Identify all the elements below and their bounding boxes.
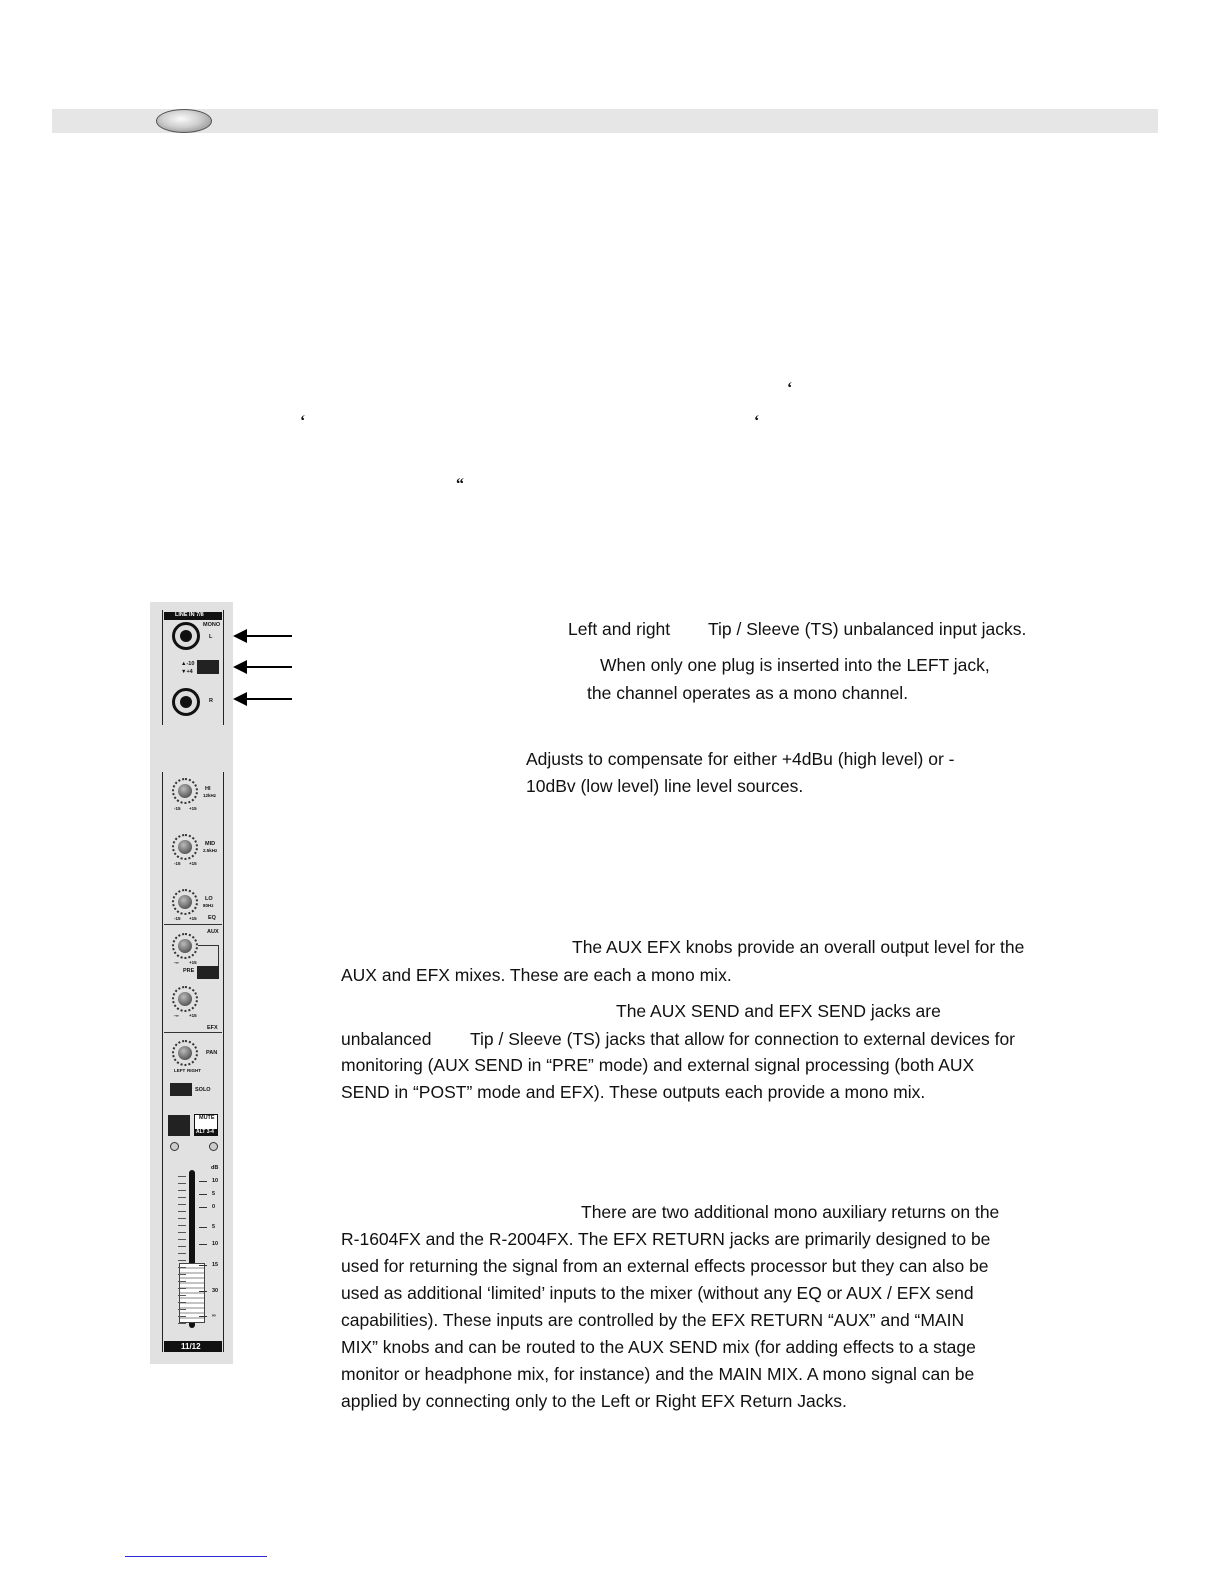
mono-text: When only one plug is inserted into the LEFT jack, bbox=[600, 655, 990, 675]
aux-label: AUX bbox=[207, 929, 219, 935]
scale-minor-tick bbox=[178, 1183, 186, 1184]
mute-button bbox=[168, 1115, 190, 1136]
arrow-left-icon bbox=[235, 698, 292, 700]
efx-range-low: -∞ bbox=[174, 1013, 179, 1018]
return-text: MIX” knobs and can be routed to the AUX SEND mix (for adding effects to a stage bbox=[341, 1337, 976, 1357]
eq-label: EQ bbox=[208, 915, 216, 921]
lo-freq-label: 80Hz bbox=[203, 903, 214, 908]
scale-label: ∞ bbox=[212, 1313, 216, 1319]
pan-right-label: RIGHT bbox=[187, 1068, 201, 1073]
mid-freq-label: 2.5kHz bbox=[203, 848, 218, 853]
aux-efx-text: AUX and EFX mixes. These are each a mono mix. bbox=[341, 965, 732, 985]
line-in-text: Left and right bbox=[568, 619, 671, 639]
scale-tick bbox=[199, 1227, 207, 1228]
db-label: dB bbox=[211, 1165, 219, 1171]
scale-minor-tick bbox=[178, 1232, 186, 1233]
left-jack-icon bbox=[172, 622, 200, 650]
scale-label: 15 bbox=[212, 1262, 219, 1268]
mono-label: MONO bbox=[203, 622, 221, 628]
scale-minor-tick bbox=[178, 1295, 186, 1296]
efx-label: EFX bbox=[207, 1025, 218, 1031]
pan-label: PAN bbox=[206, 1050, 218, 1056]
pan-left-label: LEFT bbox=[174, 1068, 186, 1073]
scale-tick bbox=[199, 1244, 207, 1245]
mute-label: MUTE bbox=[199, 1115, 215, 1121]
led-icon bbox=[209, 1142, 218, 1151]
hi-range-low: -15 bbox=[174, 806, 181, 811]
scale-label: 5 bbox=[212, 1191, 216, 1197]
scale-tick bbox=[199, 1265, 207, 1266]
scale-minor-tick bbox=[178, 1176, 186, 1177]
mid-range-high: +15 bbox=[189, 861, 197, 866]
arrow-left-icon bbox=[235, 666, 292, 668]
return-text: used as additional ‘limited’ inputs to the mixer (without any EQ or AUX / EFX send bbox=[341, 1283, 974, 1303]
level-text: Adjusts to compensate for either +4dBu (high level) or - bbox=[526, 749, 955, 769]
scale-label: 10 bbox=[212, 1241, 219, 1247]
scale-minor-tick bbox=[178, 1260, 186, 1261]
mid-range-low: -15 bbox=[174, 861, 181, 866]
return-text: capabilities). These inputs are controlled by the EFX RETURN “AUX” and “MAIN bbox=[341, 1310, 965, 1330]
scale-minor-tick bbox=[178, 1211, 186, 1212]
right-label: R bbox=[209, 698, 213, 704]
line-in-title: LINE IN 7/8 bbox=[175, 612, 204, 618]
led-icon bbox=[170, 1142, 179, 1151]
scale-minor-tick bbox=[178, 1288, 186, 1289]
aux-bracket bbox=[198, 945, 219, 966]
lo-eq-knob-icon bbox=[172, 889, 198, 915]
pre-switch-button bbox=[197, 966, 219, 979]
aux-range-low: -∞ bbox=[174, 960, 179, 965]
aux-range-high: +15 bbox=[189, 960, 197, 965]
lo-label: LO bbox=[205, 896, 213, 902]
scale-minor-tick bbox=[178, 1281, 186, 1282]
aux-efx-text: The AUX EFX knobs provide an overall output level for the bbox=[572, 937, 1025, 957]
mid-eq-knob-icon bbox=[172, 834, 198, 860]
send-text: unbalanced bbox=[341, 1029, 432, 1049]
arrow-left-icon bbox=[235, 635, 292, 637]
line-in-text: Tip / Sleeve (TS) unbalanced input jacks. bbox=[708, 619, 1027, 639]
hi-range-high: +15 bbox=[189, 806, 197, 811]
scale-minor-tick bbox=[178, 1302, 186, 1303]
mono-text: the channel operates as a mono channel. bbox=[587, 683, 909, 703]
scale-label: 10 bbox=[212, 1178, 219, 1184]
scale-minor-tick bbox=[178, 1246, 186, 1247]
hi-eq-knob-icon bbox=[172, 778, 198, 804]
scale-minor-tick bbox=[178, 1253, 186, 1254]
send-text: monitoring (AUX SEND in “PRE” mode) and external signal processing (both AUX bbox=[341, 1055, 975, 1075]
stray-quote: ‘ bbox=[754, 413, 760, 430]
return-text: used for returning the signal from an external effects processor but they can also be bbox=[341, 1256, 989, 1276]
return-text: R-1604FX and the R-2004FX. The EFX RETURN jacks are primarily designed to be bbox=[341, 1229, 991, 1249]
scale-label: 5 bbox=[212, 1224, 216, 1230]
stray-quote: “ bbox=[456, 476, 464, 493]
scale-minor-tick bbox=[178, 1204, 186, 1205]
fader-cap-icon bbox=[179, 1263, 205, 1323]
return-text: applied by connecting only to the Left or Right EFX Return Jacks. bbox=[341, 1391, 847, 1411]
level-text: 10dBv (low level) line level sources. bbox=[526, 776, 804, 796]
scale-minor-tick bbox=[178, 1323, 186, 1324]
efx-range-high: +15 bbox=[189, 1013, 197, 1018]
solo-button bbox=[170, 1083, 192, 1096]
scale-label: 30 bbox=[212, 1288, 219, 1294]
hi-freq-label: 12kHz bbox=[203, 793, 217, 798]
scale-tick bbox=[199, 1181, 207, 1182]
pan-knob-icon bbox=[172, 1040, 198, 1066]
hi-label: HI bbox=[205, 786, 211, 792]
level-switch-button bbox=[197, 660, 219, 674]
header-bar bbox=[52, 109, 1158, 133]
send-text: The AUX SEND and EFX SEND jacks are bbox=[616, 1001, 941, 1021]
scale-minor-tick bbox=[178, 1225, 186, 1226]
divider bbox=[164, 1032, 222, 1033]
solo-label: SOLO bbox=[195, 1087, 211, 1093]
pre-label: PRE bbox=[183, 968, 195, 974]
scale-minor-tick bbox=[178, 1267, 186, 1268]
scale-tick bbox=[199, 1207, 207, 1208]
scale-label: 0 bbox=[212, 1204, 216, 1210]
scale-minor-tick bbox=[178, 1239, 186, 1240]
aux-knob-icon bbox=[172, 933, 198, 959]
lo-range-high: +15 bbox=[189, 916, 197, 921]
level-up-label: ▲-10 bbox=[181, 661, 195, 667]
channel-number: 11/12 bbox=[181, 1342, 201, 1351]
divider bbox=[164, 924, 222, 925]
stray-quote: ‘ bbox=[300, 413, 306, 430]
header-oval-icon bbox=[156, 109, 212, 133]
scale-minor-tick bbox=[178, 1190, 186, 1191]
scale-minor-tick bbox=[178, 1316, 186, 1317]
scale-minor-tick bbox=[178, 1309, 186, 1310]
scale-tick bbox=[199, 1194, 207, 1195]
scale-minor-tick bbox=[178, 1274, 186, 1275]
send-text: Tip / Sleeve (TS) jacks that allow for connection to external devices for bbox=[470, 1029, 1016, 1049]
right-jack-icon bbox=[172, 688, 200, 716]
send-text: SEND in “POST” mode and EFX). These outputs each provide a mono mix. bbox=[341, 1082, 926, 1102]
footer-link-line bbox=[125, 1556, 267, 1557]
return-text: monitor or headphone mix, for instance) and the MAIN MIX. A mono signal can be bbox=[341, 1364, 975, 1384]
mid-label: MID bbox=[205, 841, 216, 847]
efx-knob-icon bbox=[172, 986, 198, 1012]
scale-tick bbox=[199, 1316, 207, 1317]
scale-minor-tick bbox=[178, 1218, 186, 1219]
level-down-label: ▼+4 bbox=[181, 669, 193, 675]
alt-label: ALT 3-4 bbox=[196, 1129, 214, 1135]
stray-quote: ‘ bbox=[787, 380, 793, 397]
left-label: L bbox=[209, 634, 213, 640]
scale-tick bbox=[199, 1291, 207, 1292]
lo-range-low: -15 bbox=[174, 916, 181, 921]
scale-minor-tick bbox=[178, 1197, 186, 1198]
return-text: There are two additional mono auxiliary returns on the bbox=[581, 1202, 1000, 1222]
